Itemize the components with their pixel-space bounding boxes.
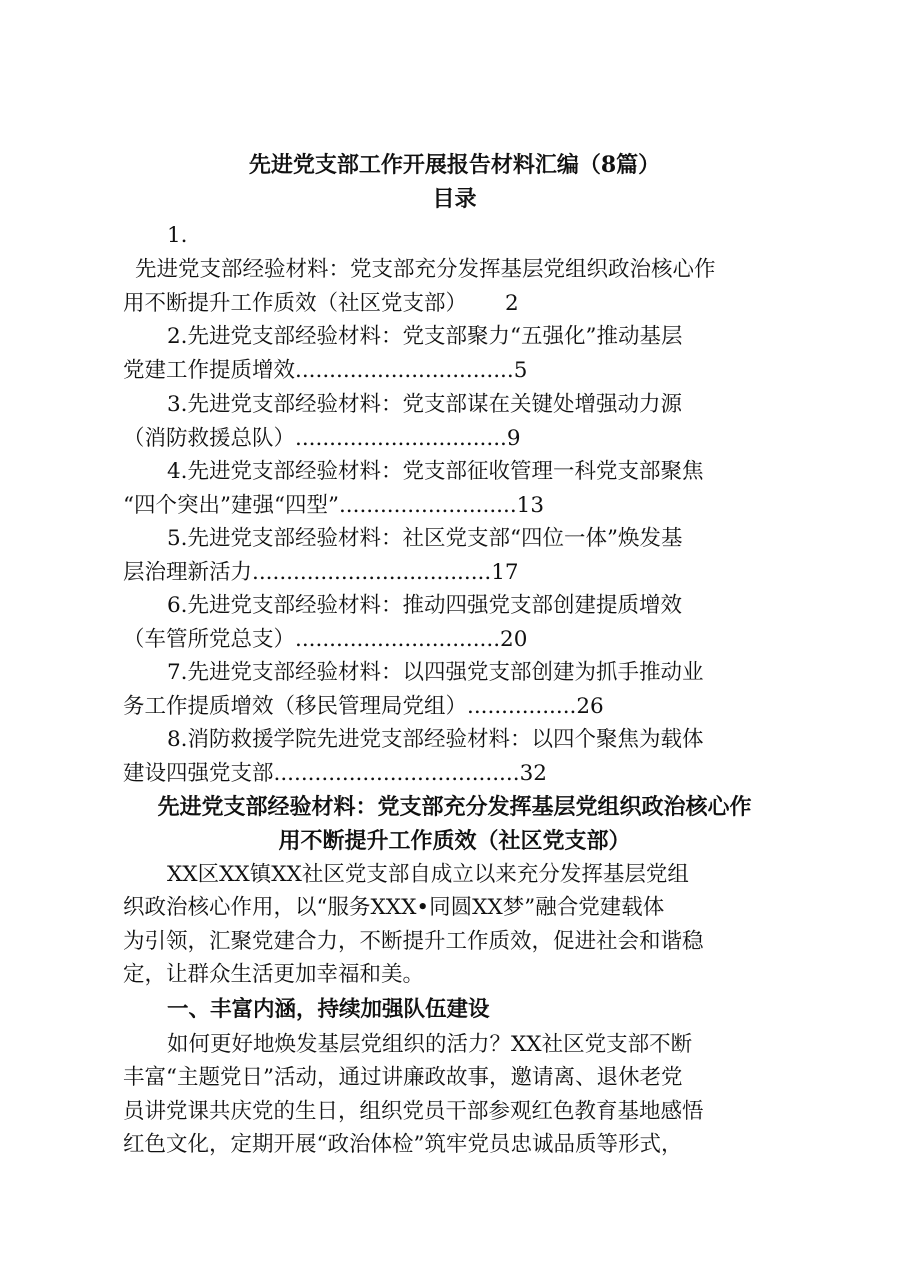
toc-entry-line[interactable] <box>123 489 793 523</box>
section-title: 用不断提升工作质效（社区党支部） <box>278 828 631 854</box>
toc-entry-line[interactable] <box>123 422 793 456</box>
section-title: 先进党支部经验材料：党支部充分发挥基层党组织政治核心作 <box>157 794 752 820</box>
toc-entry-line[interactable] <box>123 556 793 590</box>
paragraph-line: 红色文化，定期开展“政治体检”筑牢党员忠诚品质等形式， <box>123 1132 683 1157</box>
toc-entry-line[interactable] <box>123 690 793 724</box>
toc-entry-number: 1. <box>167 223 188 248</box>
toc-leader-dots: ................................ <box>295 358 514 383</box>
toc-entry-line[interactable]: 5.先进党支部经验材料：社区党支部“四位一体”焕发基 <box>167 526 683 551</box>
paragraph-line: 如何更好地焕发基层党组织的活力？XX社区党支部不断 <box>167 1032 693 1057</box>
toc-page-number: 5 <box>513 358 528 383</box>
paragraph-line: 丰富“主题党日”活动，通过讲廉政故事，邀请离、退休老党 <box>123 1065 683 1090</box>
paragraph-line: 员讲党课共庆党的生日，组织党员干部参观红色教育基地感悟 <box>123 1099 704 1124</box>
toc-entry-line[interactable]: 3.先进党支部经验材料：党支部谋在关键处增强动力源 <box>167 392 683 417</box>
document-title: 先进党支部工作开展报告材料汇编（8篇） <box>248 152 661 178</box>
toc-page-number: 17 <box>491 560 519 585</box>
toc-entry-line[interactable]: 先进党支部经验材料：党支部充分发挥基层党组织政治核心作 <box>135 257 716 282</box>
toc-entry-text: 用不断提升工作质效（社区党支部） <box>123 291 468 316</box>
toc-page-number: 20 <box>500 627 528 652</box>
toc-leader-dots: .................................... <box>273 761 520 786</box>
section-heading: 一、丰富内涵，持续加强队伍建设 <box>167 997 490 1022</box>
toc-page-number: 26 <box>576 694 604 719</box>
toc-leader-dots: ................................... <box>252 560 492 585</box>
toc-leader-dots: .......................... <box>338 493 517 518</box>
toc-entry-text: 建设四强党支部 <box>123 761 274 786</box>
toc-entry-text: （车管所党总支） <box>123 627 296 652</box>
toc-entry-line[interactable] <box>123 354 793 388</box>
toc-entry-line[interactable]: 2.先进党支部经验材料：党支部聚力“五强化”推动基层 <box>167 324 683 349</box>
toc-page-number: 13 <box>516 493 545 518</box>
toc-entry-text: 党建工作提质增效 <box>123 358 296 383</box>
paragraph-line: 定，让群众生活更加幸福和美。 <box>123 962 425 987</box>
toc-entry-line[interactable] <box>123 287 793 321</box>
toc-entry-text: “四个突出”建强“四型” <box>123 493 339 518</box>
toc-entry-line[interactable]: 8.消防救援学院先进党支部经验材料：以四个聚焦为载体 <box>167 727 704 752</box>
toc-entry-line[interactable] <box>123 757 793 791</box>
toc-page-number: 32 <box>519 761 547 786</box>
toc-entry-line[interactable]: 6.先进党支部经验材料：推动四强党支部创建提质增效 <box>167 593 683 618</box>
paragraph-line: XX区XX镇XX社区党支部自成立以来充分发挥基层党组 <box>167 862 689 887</box>
toc-entry-line[interactable]: 7.先进党支部经验材料：以四强党支部创建为抓手推动业 <box>167 660 704 685</box>
toc-page-number: 2 <box>505 291 519 316</box>
toc-leader-dots: .............................. <box>295 627 501 652</box>
toc-leader-dots: ................ <box>467 694 577 719</box>
paragraph-line: 为引领，汇聚党建合力，不断提升工作质效，促进社会和谐稳 <box>123 929 704 954</box>
toc-entry-text: 层治理新活力 <box>123 560 253 585</box>
toc-title: 目录 <box>432 186 477 212</box>
toc-entry-text: 务工作提质增效（移民管理局党组） <box>123 694 468 719</box>
paragraph-line: 织政治核心作用，以“服务XXX•同圆XX梦”融合党建载体 <box>123 895 665 920</box>
toc-page-number: 9 <box>506 426 521 451</box>
toc-entry-text: （消防救援总队） <box>123 426 296 451</box>
toc-leader-dots: ............................... <box>295 426 507 451</box>
toc-entry-line[interactable]: 4.先进党支部经验材料：党支部征收管理一科党支部聚焦 <box>167 459 704 484</box>
toc-entry-line[interactable] <box>123 623 793 657</box>
